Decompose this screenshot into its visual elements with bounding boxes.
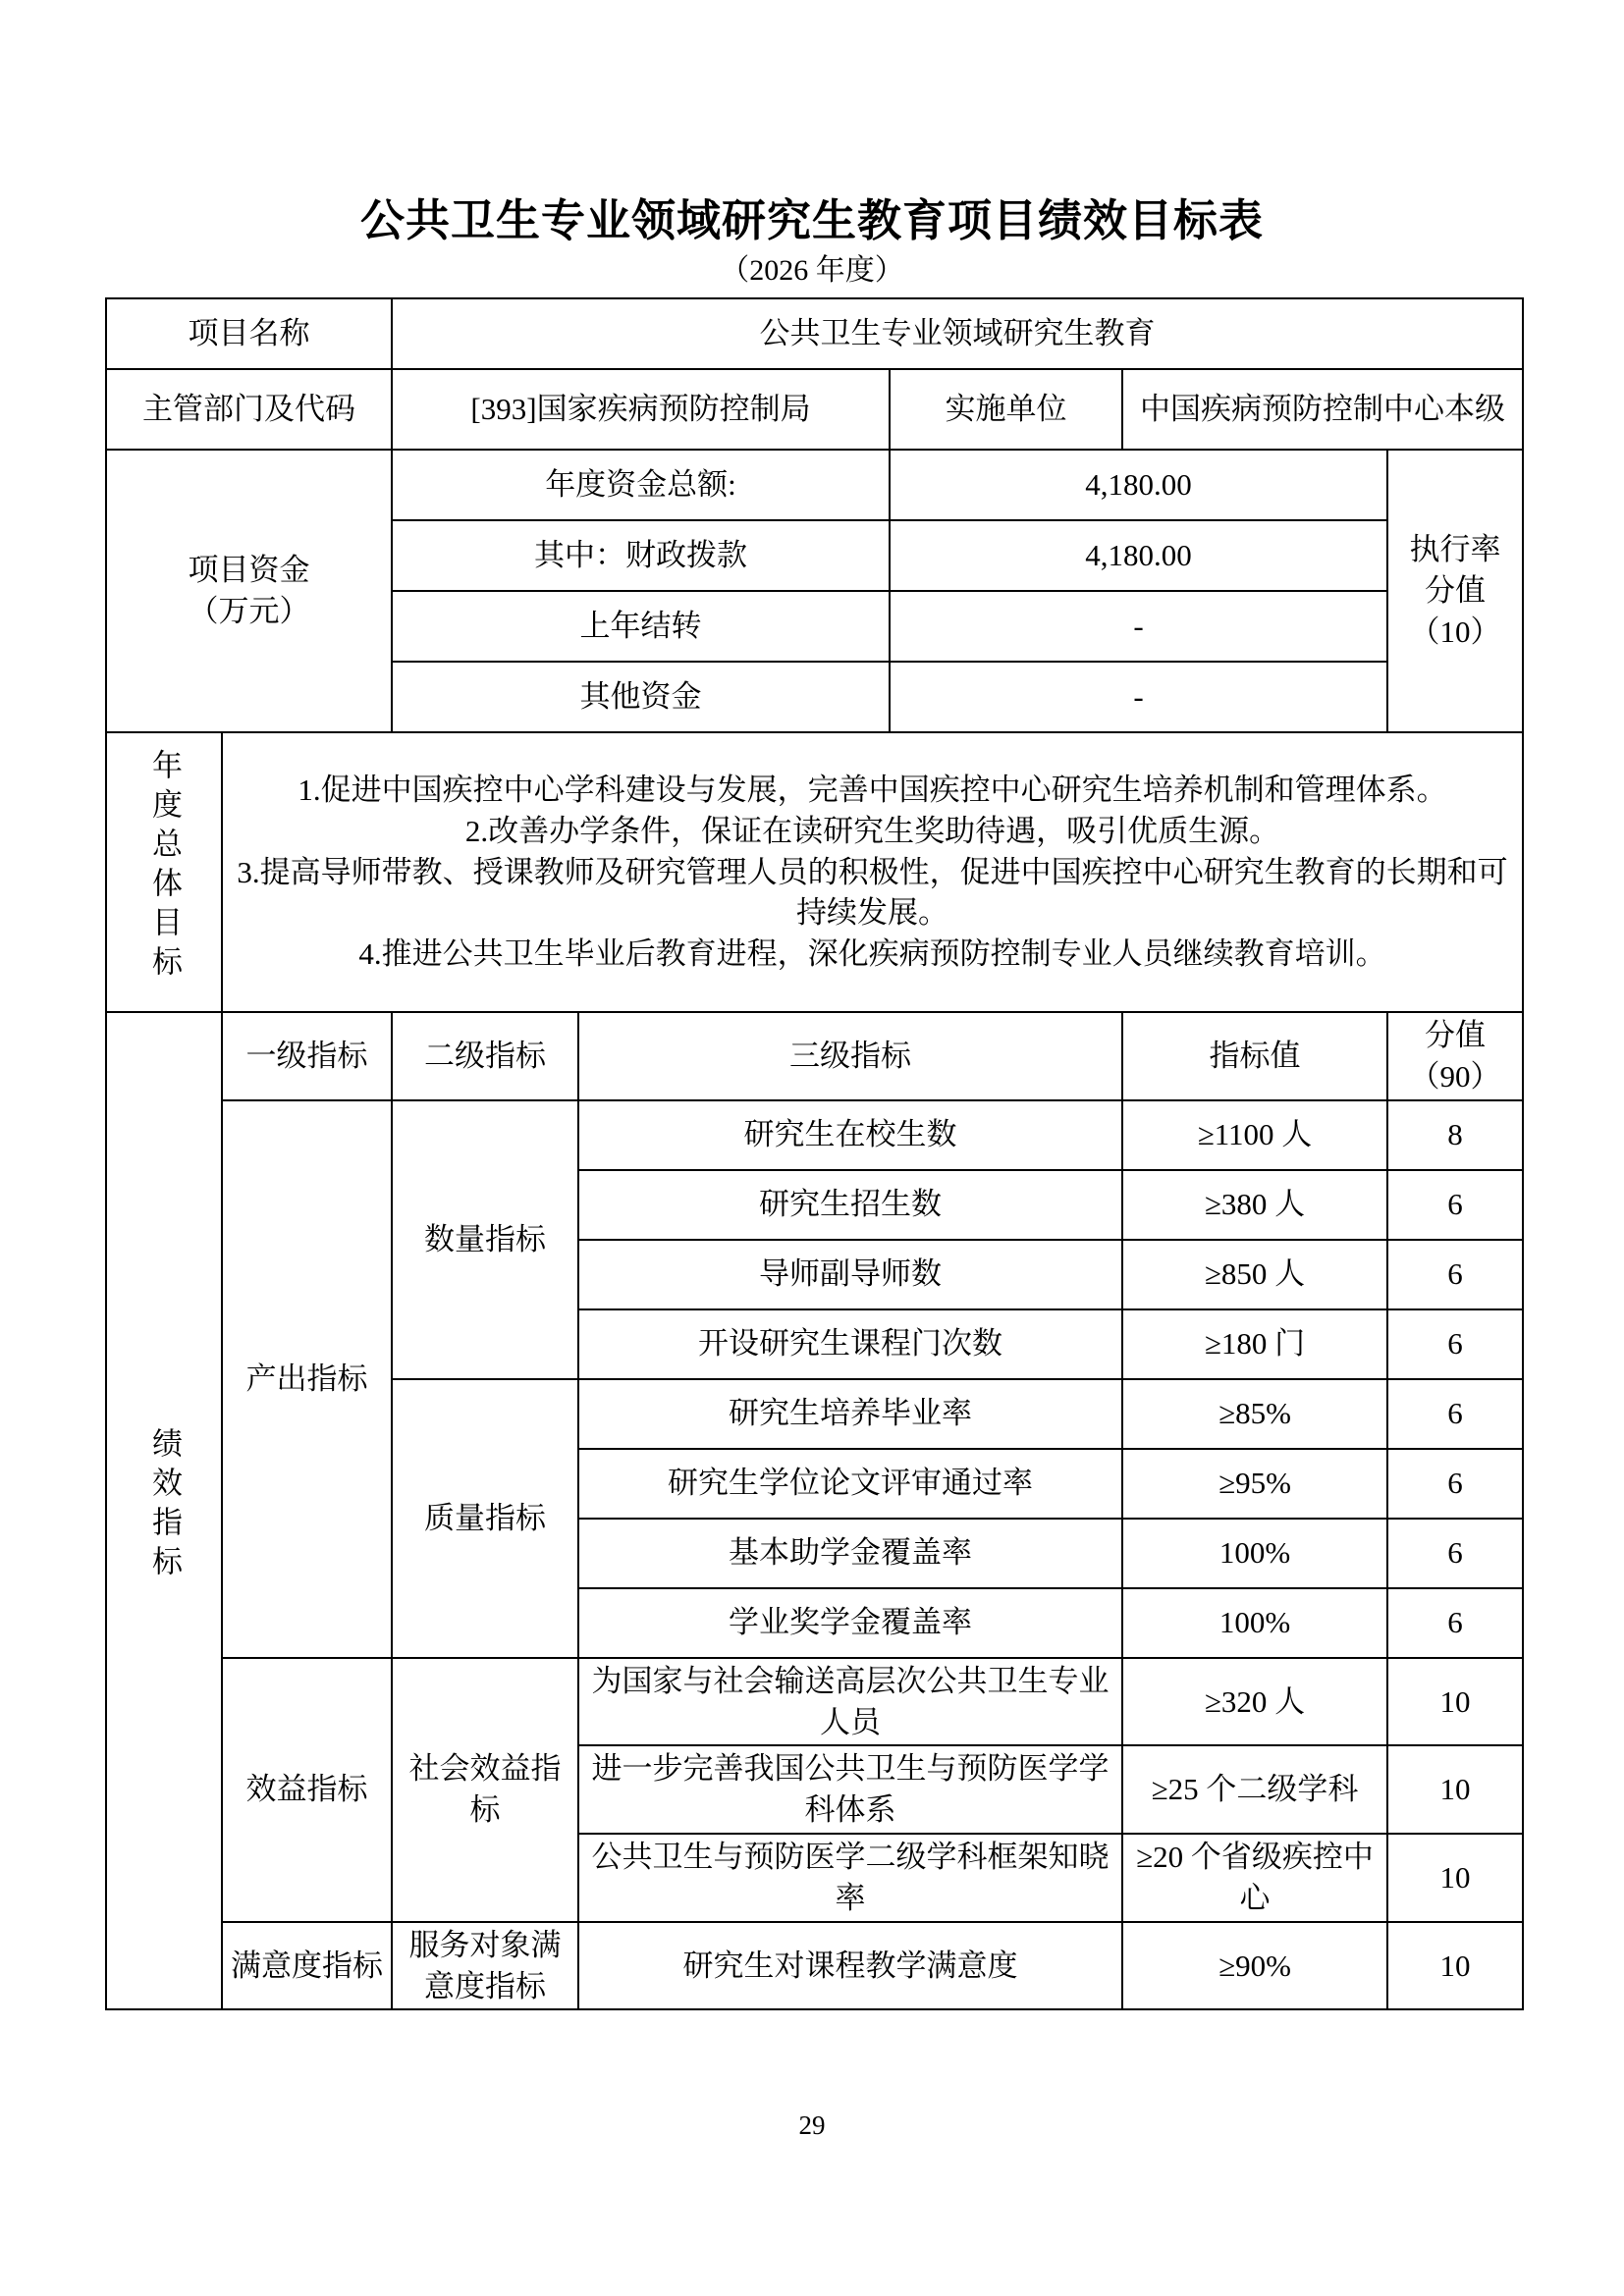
goal-item: 4.推进公共卫生毕业后教育进程，深化疾病预防控制专业人员继续教育培训。	[358, 936, 1386, 972]
table-row	[106, 1922, 1523, 2010]
level1-benefit: 效益指标	[222, 1658, 392, 1922]
indicator-name: 研究生学位论文评审通过率	[578, 1449, 1122, 1519]
funding-label	[106, 450, 392, 732]
indicator-score: 10	[1387, 1658, 1523, 1746]
indicator-name: 进一步完善我国公共卫生与预防医学学科体系	[578, 1745, 1122, 1834]
level2-social-benefit: 社会效益指标	[392, 1658, 578, 1922]
indicator-target: ≥85%	[1122, 1379, 1387, 1449]
indicator-target: ≥20 个省级疾控中心	[1122, 1834, 1387, 1922]
table-row	[106, 1012, 1523, 1100]
table-row	[106, 732, 1523, 1012]
level2-quantity: 数量指标	[392, 1100, 578, 1379]
level1-satisfaction: 满意度指标	[222, 1922, 392, 2010]
indicator-score: 6	[1387, 1588, 1523, 1658]
level1-output: 产出指标	[222, 1100, 392, 1658]
table-row	[106, 369, 1523, 450]
funding-row-value: -	[890, 591, 1387, 662]
project-name-label: 项目名称	[106, 298, 392, 369]
header-score: 分值（90）	[1387, 1012, 1523, 1100]
indicator-name: 研究生招生数	[578, 1170, 1122, 1240]
table-row	[106, 450, 1523, 520]
goal-item: 3.提高导师带教、授课教师及研究管理人员的积极性，促进中国疾控中心研究生教育的长期和可持续发展。	[237, 854, 1508, 931]
indicator-score: 10	[1387, 1922, 1523, 2010]
indicator-score: 8	[1387, 1100, 1523, 1170]
department-value: [393]国家疾病预防控制局	[392, 369, 890, 450]
funding-row-label: 其中：财政拨款	[392, 520, 890, 591]
page-number: 29	[798, 2110, 826, 2140]
funding-row-value: -	[890, 662, 1387, 732]
indicator-name: 导师副导师数	[578, 1240, 1122, 1309]
funding-row-value: 4,180.00	[890, 450, 1387, 520]
indicator-name: 公共卫生与预防医学二级学科框架知晓率	[578, 1834, 1122, 1922]
header-value: 指标值	[1122, 1012, 1387, 1100]
indicator-target: ≥320 人	[1122, 1658, 1387, 1746]
indicator-name: 学业奖学金覆盖率	[578, 1588, 1122, 1658]
indicator-score: 6	[1387, 1240, 1523, 1309]
annual-goals-content	[222, 732, 1523, 1012]
indicator-score: 6	[1387, 1449, 1523, 1519]
page-title: 公共卫生专业领域研究生教育项目绩效目标表	[359, 195, 1264, 245]
indicator-score: 10	[1387, 1745, 1523, 1834]
indicator-name: 基本助学金覆盖率	[578, 1519, 1122, 1588]
performance-target-table	[105, 297, 1524, 2010]
funding-row-label: 年度资金总额:	[392, 450, 890, 520]
funding-row-label: 其他资金	[392, 662, 890, 732]
funding-row-label: 上年结转	[392, 591, 890, 662]
header-level1: 一级指标	[222, 1012, 392, 1100]
funding-label-text: 项目资金（万元）	[188, 553, 310, 628]
page-subtitle: （2026 年度）	[720, 254, 904, 287]
goal-item: 2.改善办学条件，保证在读研究生奖助待遇，吸引优质生源。	[464, 813, 1280, 848]
indicator-score: 6	[1387, 1170, 1523, 1240]
indicators-label: 绩效指标	[147, 1426, 183, 1584]
execution-rate-score-label: 执行率分值（10）	[1387, 450, 1523, 732]
department-label: 主管部门及代码	[106, 369, 392, 450]
indicator-target: ≥25 个二级学科	[1122, 1745, 1387, 1834]
indicator-name: 研究生对课程教学满意度	[578, 1922, 1122, 2010]
annual-goals-label: 年度总体目标	[147, 749, 183, 986]
header-level3: 三级指标	[578, 1012, 1122, 1100]
implementer-value: 中国疾病预防控制中心本级	[1122, 369, 1523, 450]
indicator-target: ≥90%	[1122, 1922, 1387, 2010]
goal-item: 1.促进中国疾控中心学科建设与发展，完善中国疾控中心研究生培养机制和管理体系。	[298, 772, 1447, 807]
indicator-name: 研究生在校生数	[578, 1100, 1122, 1170]
header-level2: 二级指标	[392, 1012, 578, 1100]
annual-goals-label-cell	[106, 732, 222, 1012]
project-name-value: 公共卫生专业领域研究生教育	[392, 298, 1523, 369]
indicator-target: ≥95%	[1122, 1449, 1387, 1519]
table-row	[106, 1100, 1523, 1170]
funding-row-value: 4,180.00	[890, 520, 1387, 591]
implementer-label: 实施单位	[890, 369, 1122, 450]
indicator-score: 6	[1387, 1379, 1523, 1449]
indicator-name: 开设研究生课程门次数	[578, 1309, 1122, 1379]
indicator-score: 10	[1387, 1834, 1523, 1922]
table-row	[106, 298, 1523, 369]
indicator-name: 研究生培养毕业率	[578, 1379, 1122, 1449]
indicator-target: ≥1100 人	[1122, 1100, 1387, 1170]
indicator-name: 为国家与社会输送高层次公共卫生专业人员	[578, 1658, 1122, 1746]
level2-quality: 质量指标	[392, 1379, 578, 1658]
indicator-score: 6	[1387, 1519, 1523, 1588]
indicator-target: ≥180 门	[1122, 1309, 1387, 1379]
table-row	[106, 1658, 1523, 1746]
indicator-target: ≥380 人	[1122, 1170, 1387, 1240]
indicator-target: 100%	[1122, 1519, 1387, 1588]
level2-service-satisfaction: 服务对象满意度指标	[392, 1922, 578, 2010]
indicator-target: ≥850 人	[1122, 1240, 1387, 1309]
indicator-score: 6	[1387, 1309, 1523, 1379]
indicator-target: 100%	[1122, 1588, 1387, 1658]
indicators-label-cell	[106, 1012, 222, 2009]
